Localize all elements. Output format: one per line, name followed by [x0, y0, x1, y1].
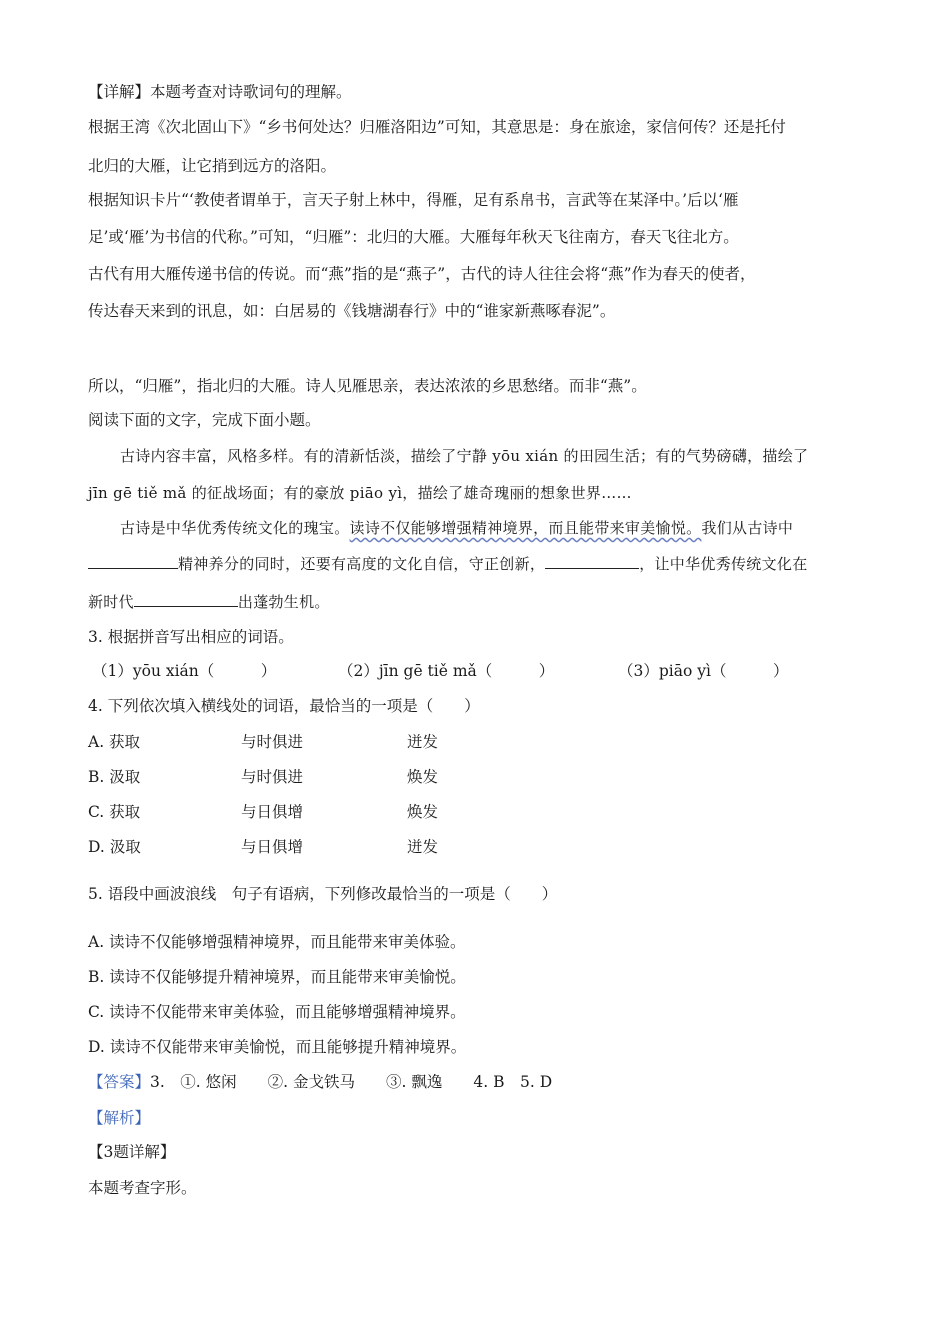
question-3-detail-text: 本题考查字形。	[88, 1179, 197, 1197]
answer-label: 【答案】	[88, 1073, 151, 1091]
option-label: B. 汲取	[88, 768, 141, 786]
passage-text: ，让中华优秀传统文化在	[639, 555, 808, 573]
question-4-stem: 4. 下列依次填入横线处的词语，最恰当的一项是（ ）	[88, 697, 480, 715]
option-word-2: 与日俱增	[241, 803, 304, 821]
option-word-2: 与日俱增	[241, 838, 304, 856]
paragraph-3: 所以，“归雁”，指北归的大雁。诗人见雁思亲，表达浓浓的乡思愁绪。而非“燕”。	[88, 377, 647, 395]
wavy-underlined-sentence: 读诗不仅能够增强精神境界，而且能带来审美愉悦。	[349, 519, 702, 537]
question-3-detail-header: 【3题详解】	[88, 1143, 176, 1161]
passage-line-4	[88, 554, 808, 574]
blank-1	[88, 554, 178, 569]
passage-text: 出蓬勃生机。	[237, 593, 330, 611]
paragraph-2-line-2: 足’或‘雁’为书信的代称。”可知，“归雁”：北归的大雁。大雁每年秋天飞往南方，春天飞往北方。	[88, 228, 739, 246]
blank-2	[545, 554, 639, 569]
option-word-2: 与时俱进	[241, 768, 304, 786]
question-3-item-1: （1）yōu xián（ ）	[92, 662, 277, 680]
passage-line-3	[120, 518, 793, 538]
option-word-3: 迸发	[407, 838, 439, 856]
analysis-label: 【解析】	[88, 1109, 151, 1127]
option-word-3: 焕发	[407, 803, 439, 821]
passage-text: 我们从古诗中	[701, 519, 794, 537]
question-3-stem: 3. 根据拼音写出相应的词语。	[88, 628, 294, 646]
passage-line-5	[88, 592, 330, 612]
option-label: A. 获取	[88, 733, 141, 751]
blank-3	[134, 592, 238, 607]
passage-text: 精神养分的同时，还要有高度的文化自信，守正创新，	[178, 555, 546, 573]
question-5-option-b: B. 读诗不仅能够提升精神境界，而且能带来审美愉悦。	[88, 968, 466, 986]
answer-line	[88, 1072, 552, 1092]
paragraph-2-line-1: 根据知识卡片“‘教使者谓单于，言天子射上林中，得雁，足有系帛书，言武等在某泽中。’后以‘雁	[88, 191, 739, 209]
question-5-stem: 5. 语段中画波浪线 句子有语病，下列修改最恰当的一项是（ ）	[88, 885, 558, 903]
detail-header: 【详解】本题考查对诗歌词句的理解。	[88, 83, 352, 101]
question-5-option-d: D. 读诗不仅能带来审美愉悦，而且能够提升精神境界。	[88, 1038, 467, 1056]
paragraph-1-line-1: 根据王湾《次北固山下》“乡书何处达？归雁洛阳边”可知，其意思是：身在旅途，家信何传？还是托付	[88, 118, 786, 136]
passage-text: 古诗是中华优秀传统文化的瑰宝。	[120, 519, 350, 537]
question-5-option-c: C. 读诗不仅能带来审美体验，而且能够增强精神境界。	[88, 1003, 466, 1021]
answer-text: 3. ①. 悠闲 ②. 金戈铁马 ③. 飘逸 4. B 5. D	[150, 1073, 553, 1091]
option-label: D. 汲取	[88, 838, 141, 856]
option-word-2: 与时俱进	[241, 733, 304, 751]
option-word-3: 迸发	[407, 733, 439, 751]
question-5-option-a: A. 读诗不仅能够增强精神境界，而且能带来审美体验。	[88, 933, 466, 951]
paragraph-1-line-2: 北归的大雁，让它捎到远方的洛阳。	[88, 157, 337, 175]
paragraph-2-line-3: 古代有用大雁传递书信的传说。而“燕”指的是“燕子”，古代的诗人往往会将“燕”作为春天的使者，	[88, 265, 756, 283]
paragraph-2-line-4: 传达春天来到的讯息，如：白居易的《钱塘湖春行》中的“谁家新燕啄春泥”。	[88, 302, 616, 320]
reading-instruction: 阅读下面的文字，完成下面小题。	[88, 411, 321, 429]
option-word-3: 焕发	[407, 768, 439, 786]
option-label: C. 获取	[88, 803, 141, 821]
passage-text: 新时代	[88, 593, 134, 611]
question-3-item-3: （3）piāo yì（ ）	[618, 662, 789, 680]
passage-line-1: 古诗内容丰富，风格多样。有的清新恬淡，描绘了宁静 yōu xián 的田园生活；有的气势磅礴，描绘了	[120, 447, 809, 465]
question-3-item-2: （2）jīn gē tiě mǎ（ ）	[338, 662, 555, 680]
passage-line-2: jīn gē tiě mǎ 的征战场面；有的豪放 piāo yì，描绘了雄奇瑰丽的想象世界……	[88, 484, 632, 502]
